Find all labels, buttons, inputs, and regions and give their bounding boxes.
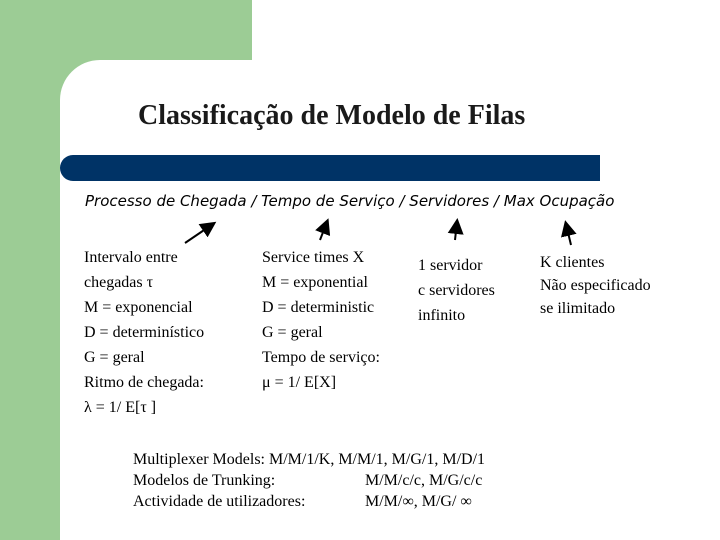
model-examples: [133, 450, 485, 513]
arrow-servers: [455, 222, 457, 240]
servers-line: infinito: [418, 307, 466, 324]
capacity-line: se ilimitado: [540, 300, 616, 317]
capacity-column: [540, 252, 651, 321]
model-row: [133, 471, 485, 492]
arrow-arrival: [185, 224, 213, 243]
arrow-service: [320, 222, 327, 240]
arrival-column: [84, 246, 204, 421]
service-line: μ = 1/ E[X]: [262, 374, 337, 391]
service-line: M = exponential: [262, 274, 368, 291]
service-line: Tempo de serviço:: [262, 349, 380, 366]
arrival-line: chegadas τ: [84, 274, 154, 291]
arrival-line: G = geral: [84, 349, 145, 366]
servers-line: c servidores: [418, 282, 495, 299]
servers-line: 1 servidor: [418, 257, 483, 274]
arrival-line: λ = 1/ E[τ ]: [84, 399, 157, 416]
model-label: Actividade de utilizadores:: [133, 493, 306, 510]
arrow-capacity: [566, 224, 571, 245]
service-line: Service times X: [262, 249, 365, 266]
arrival-line: M = exponencial: [84, 299, 193, 316]
capacity-line: K clientes: [540, 254, 605, 271]
service-column: [262, 246, 380, 396]
model-row: [133, 492, 485, 513]
capacity-line: Não especificado: [540, 277, 651, 294]
arrival-line: D = determinístico: [84, 324, 205, 341]
service-line: G = geral: [262, 324, 323, 341]
model-label: Multiplexer Models: M/M/1/K, M/M/1, M/G/1, M/D/1: [133, 451, 486, 468]
arrival-line: Intervalo entre: [84, 249, 178, 266]
notation-subtitle: Processo de Chegada / Tempo de Serviço / Servidores / Max Ocupação: [85, 192, 615, 210]
model-value: M/M/∞, M/G/ ∞: [365, 493, 472, 510]
service-line: D = deterministic: [262, 299, 375, 316]
slide-title: Classificação de Modelo de Filas: [138, 100, 526, 131]
model-row: [133, 450, 485, 471]
arrival-line: Ritmo de chegada:: [84, 374, 204, 391]
model-value: M/M/c/c, M/G/c/c: [365, 472, 483, 489]
servers-column: [418, 253, 495, 328]
model-label: Modelos de Trunking:: [133, 472, 276, 489]
